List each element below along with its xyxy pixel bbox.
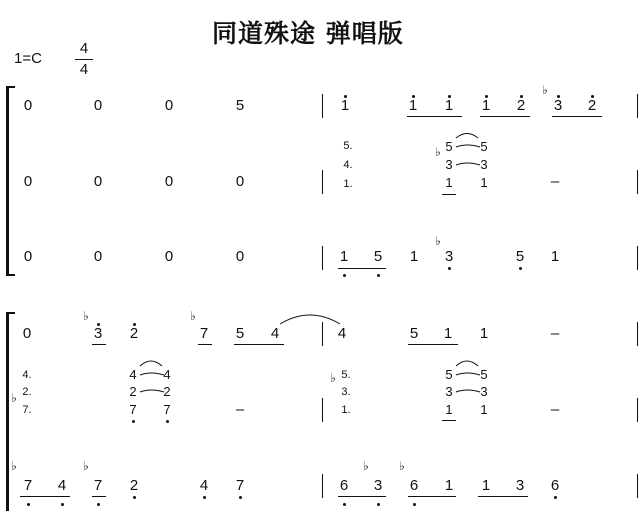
song-title: 同道殊途 弹唱版 bbox=[212, 19, 404, 48]
tie-curve bbox=[140, 361, 162, 366]
note: 5. bbox=[341, 369, 351, 381]
note: 0 bbox=[22, 325, 32, 342]
note: 0 bbox=[164, 97, 174, 114]
note: 4 bbox=[337, 325, 347, 342]
note: 2 bbox=[129, 325, 139, 342]
note: 0 bbox=[235, 173, 245, 190]
note: 4 bbox=[199, 477, 209, 494]
note: 4 bbox=[163, 367, 171, 382]
note: 6 bbox=[409, 477, 419, 494]
flat-sign: ♭ bbox=[190, 309, 196, 323]
key-signature: 1=C bbox=[14, 50, 42, 67]
note: 7 bbox=[163, 402, 171, 417]
note: – bbox=[550, 401, 560, 418]
note: 2 bbox=[129, 477, 139, 494]
note: 7 bbox=[23, 477, 33, 494]
note: 1 bbox=[339, 248, 349, 265]
note: 5 bbox=[515, 248, 525, 265]
note: 0 bbox=[93, 248, 103, 265]
note: 7 bbox=[93, 477, 103, 494]
note: 2 bbox=[516, 97, 526, 114]
note: 1. bbox=[343, 178, 353, 190]
note: – bbox=[235, 401, 245, 418]
note: 3 bbox=[373, 477, 383, 494]
note: 0 bbox=[164, 173, 174, 190]
note: 1 bbox=[408, 97, 418, 114]
note: 1 bbox=[340, 97, 350, 114]
flat-sign: ♭ bbox=[435, 145, 441, 159]
tie-curve bbox=[456, 134, 478, 139]
note: 0 bbox=[93, 173, 103, 190]
tie-curve bbox=[280, 315, 340, 324]
note: 0 bbox=[23, 248, 33, 265]
note: – bbox=[550, 325, 560, 342]
note: 2 bbox=[163, 384, 171, 399]
note: 1 bbox=[550, 248, 560, 265]
note: 5 bbox=[235, 97, 245, 114]
note: 2. bbox=[22, 386, 32, 398]
note: 3 bbox=[515, 477, 525, 494]
note: 1 bbox=[479, 325, 489, 342]
note: 1. bbox=[341, 404, 351, 416]
flat-sign: ♭ bbox=[435, 234, 441, 248]
note: 0 bbox=[23, 173, 33, 190]
note: 7. bbox=[22, 404, 32, 416]
note: 1 bbox=[480, 175, 488, 190]
flat-sign: ♭ bbox=[363, 459, 369, 473]
flat-sign: ♭ bbox=[11, 391, 17, 405]
note: 0 bbox=[23, 97, 33, 114]
note: 5 bbox=[235, 325, 245, 342]
note: 5 bbox=[480, 367, 488, 382]
note: 4 bbox=[57, 477, 67, 494]
flat-sign: ♭ bbox=[542, 83, 548, 97]
note: 0 bbox=[93, 97, 103, 114]
tie-curve bbox=[456, 361, 478, 366]
note: 0 bbox=[164, 248, 174, 265]
note: 7 bbox=[199, 325, 209, 342]
note: 5 bbox=[373, 248, 383, 265]
note: 1 bbox=[480, 402, 488, 417]
note: 1 bbox=[409, 248, 419, 265]
note: 1 bbox=[444, 97, 454, 114]
flat-sign: ♭ bbox=[83, 309, 89, 323]
note: 1 bbox=[443, 325, 453, 342]
note: 4. bbox=[343, 159, 353, 171]
note: 3 bbox=[480, 157, 488, 172]
note: 6 bbox=[550, 477, 560, 494]
note: 5 bbox=[445, 139, 453, 154]
note: 2 bbox=[129, 384, 137, 399]
note: 3 bbox=[480, 384, 488, 399]
note: 4. bbox=[22, 369, 32, 381]
note: 3 bbox=[93, 325, 103, 342]
note: 6 bbox=[339, 477, 349, 494]
note: 7 bbox=[235, 477, 245, 494]
note: 3. bbox=[341, 386, 351, 398]
time-signature-denominator: 4 bbox=[79, 61, 89, 78]
note: – bbox=[550, 173, 560, 190]
note: 2 bbox=[587, 97, 597, 114]
note: 5. bbox=[343, 140, 353, 152]
note: 5 bbox=[480, 139, 488, 154]
note: 3 bbox=[445, 157, 453, 172]
note: 1 bbox=[445, 402, 453, 417]
flat-sign: ♭ bbox=[11, 459, 17, 473]
flat-sign: ♭ bbox=[330, 371, 336, 385]
note: 5 bbox=[409, 325, 419, 342]
note: 1 bbox=[444, 477, 454, 494]
time-signature-numerator: 4 bbox=[79, 40, 89, 57]
note: 5 bbox=[445, 367, 453, 382]
note: 0 bbox=[235, 248, 245, 265]
note: 3 bbox=[553, 97, 563, 114]
note: 1 bbox=[481, 97, 491, 114]
note: 7 bbox=[129, 402, 137, 417]
flat-sign: ♭ bbox=[83, 459, 89, 473]
note: 4 bbox=[270, 325, 280, 342]
note: 4 bbox=[129, 367, 137, 382]
note: 1 bbox=[445, 175, 453, 190]
note: 1 bbox=[481, 477, 491, 494]
note: 3 bbox=[444, 248, 454, 265]
note: 3 bbox=[445, 384, 453, 399]
flat-sign: ♭ bbox=[399, 459, 405, 473]
